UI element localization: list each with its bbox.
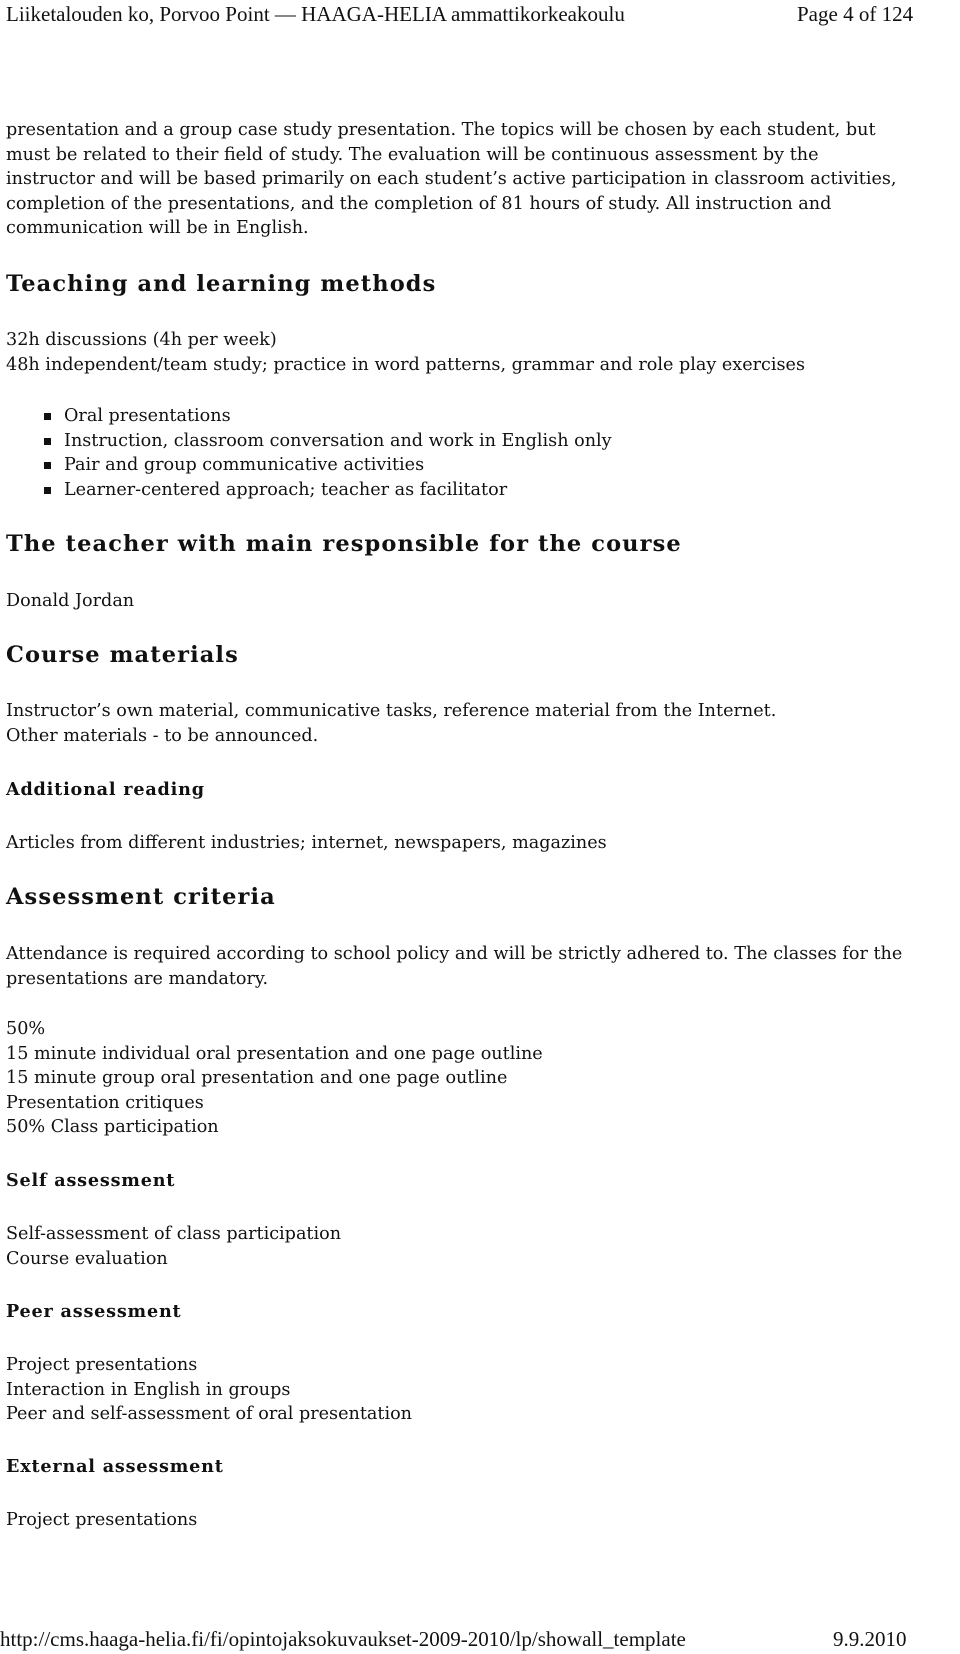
assessment-breakdown bbox=[6, 1017, 543, 1140]
additional-reading-heading: Additional reading bbox=[6, 779, 205, 800]
intro-paragraph bbox=[6, 118, 897, 241]
teaching-paragraph bbox=[6, 328, 805, 377]
external-assessment-paragraph bbox=[6, 1508, 197, 1533]
materials-heading: Course materials bbox=[6, 642, 239, 668]
assessment-heading: Assessment criteria bbox=[6, 884, 276, 910]
materials-line: Instructor’s own material, communicative tasks, reference material from the Internet. bbox=[6, 701, 777, 721]
self-assessment-paragraph bbox=[6, 1222, 341, 1271]
breakdown-line: Presentation critiques bbox=[6, 1092, 204, 1113]
teacher-heading: The teacher with main responsible for the course bbox=[6, 531, 682, 557]
teaching-line: 32h discussions (4h per week) bbox=[6, 330, 277, 350]
intro-line: instructor and will be based primarily on each student’s active participation in classroom activities, bbox=[6, 169, 897, 189]
breakdown-line: 15 minute individual oral presentation and one page outline bbox=[6, 1043, 543, 1064]
intro-line: completion of the presentations, and the completion of 81 hours of study. All instruction and bbox=[6, 193, 832, 214]
list-item bbox=[42, 429, 612, 454]
print-date: 9.9.2010 bbox=[833, 1627, 907, 1651]
square-bullet-icon bbox=[44, 413, 51, 420]
breakdown-line: 50% bbox=[6, 1019, 46, 1039]
materials-line: Other materials - to be announced. bbox=[6, 725, 319, 746]
square-bullet-icon bbox=[44, 438, 51, 445]
intro-line: presentation and a group case study presentation. The topics will be chosen by each student, but bbox=[6, 120, 876, 140]
list-item bbox=[42, 453, 612, 478]
list-item bbox=[42, 478, 612, 503]
page-number: Page 4 of 124 bbox=[797, 2, 914, 26]
intro-line: must be related to their field of study. The evaluation will be continuous assessment by the bbox=[6, 144, 819, 165]
additional-reading-text: Articles from different industries; internet, newspapers, magazines bbox=[6, 833, 607, 853]
self-assessment-line: Self-assessment of class participation bbox=[6, 1224, 342, 1244]
peer-assessment-line: Interaction in English in groups bbox=[6, 1379, 291, 1400]
teaching-bullet-list bbox=[42, 404, 612, 502]
teaching-heading: Teaching and learning methods bbox=[6, 271, 437, 297]
assessment-line: presentations are mandatory. bbox=[6, 968, 269, 989]
intro-line: communication will be in English. bbox=[6, 218, 309, 238]
assessment-line: Attendance is required according to school policy and will be strictly adhered to. The classes for the bbox=[6, 944, 903, 964]
peer-assessment-line: Project presentations bbox=[6, 1355, 198, 1375]
external-assessment-heading: External assessment bbox=[6, 1456, 224, 1477]
teacher-name: Donald Jordan bbox=[6, 591, 135, 611]
list-item-label: Oral presentations bbox=[64, 406, 231, 426]
peer-assessment-paragraph bbox=[6, 1353, 412, 1427]
list-item bbox=[42, 404, 612, 429]
self-assessment-line: Course evaluation bbox=[6, 1248, 168, 1269]
breakdown-line: 15 minute group oral presentation and one page outline bbox=[6, 1068, 508, 1088]
square-bullet-icon bbox=[44, 487, 51, 494]
self-assessment-heading: Self assessment bbox=[6, 1170, 176, 1191]
teaching-line: 48h independent/team study; practice in word patterns, grammar and role play exercises bbox=[6, 354, 805, 375]
materials-paragraph bbox=[6, 699, 776, 748]
page-url: http://cms.haaga-helia.fi/fi/opintojaksokuvaukset-2009-2010/lp/showall_template bbox=[0, 1627, 686, 1651]
peer-assessment-line: Peer and self-assessment of oral presentation bbox=[6, 1404, 412, 1424]
square-bullet-icon bbox=[44, 462, 51, 469]
assessment-paragraph bbox=[6, 942, 902, 991]
peer-assessment-heading: Peer assessment bbox=[6, 1301, 182, 1322]
breakdown-line: 50% Class participation bbox=[6, 1117, 219, 1137]
list-item-label: Pair and group communicative activities bbox=[64, 455, 425, 475]
list-item-label: Instruction, classroom conversation and work in English only bbox=[64, 430, 612, 451]
external-assessment-line: Project presentations bbox=[6, 1510, 198, 1530]
page-header-title: Liiketalouden ko, Porvoo Point — HAAGA-HELIA ammattikorkeakoulu bbox=[6, 2, 625, 26]
list-item-label: Learner-centered approach; teacher as facilitator bbox=[64, 479, 508, 500]
